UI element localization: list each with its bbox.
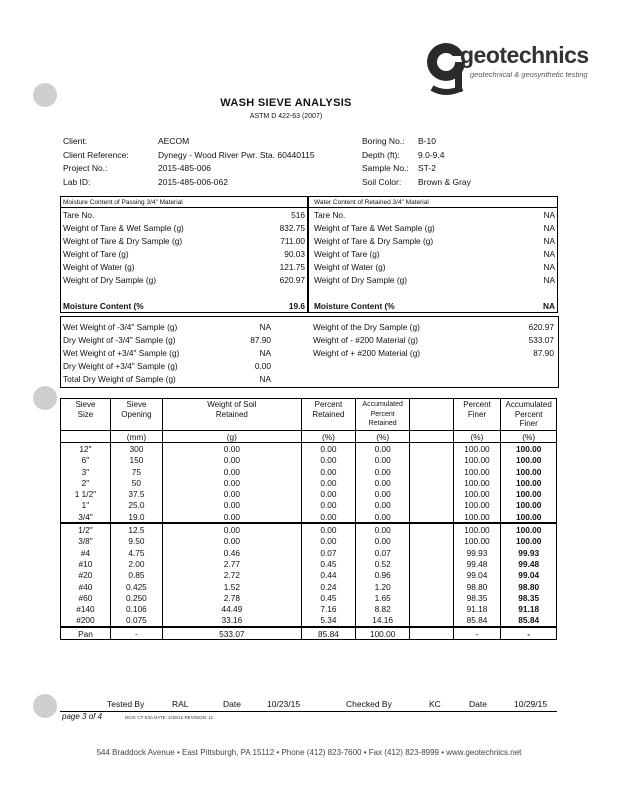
table-cell: 0.00	[162, 511, 301, 523]
table-cell: 2.00	[110, 558, 162, 569]
company-logo	[422, 38, 589, 96]
info-value: 9.0-9.4	[418, 149, 445, 160]
table-cell: 0.00	[162, 536, 301, 547]
standard-reference: ASTM D 422-63 (2007)	[249, 113, 323, 120]
table-cell: 0.00	[301, 477, 355, 488]
table-cell: 100.00	[501, 466, 557, 477]
info-label: Lab ID:	[63, 176, 91, 187]
table-cell: 91.18	[501, 603, 557, 614]
table-cell: 9.50	[110, 536, 162, 547]
table-row	[61, 615, 557, 627]
checked-date-value: 10/29/15	[514, 699, 548, 709]
table-cell: 1.52	[162, 581, 301, 592]
table-row: Weight of the Dry Sample (g) 620.97	[313, 321, 554, 332]
table-cell: 99.48	[501, 558, 557, 569]
info-value: B-10	[418, 136, 436, 146]
checked-date-label: Date	[469, 699, 487, 709]
table-cell: 0.106	[110, 603, 162, 614]
table-cell	[410, 547, 453, 558]
table-cell: 0.00	[301, 523, 355, 535]
table-cell: 100.00	[453, 523, 501, 535]
table-row	[61, 286, 308, 299]
table-cell: 0.00	[162, 443, 301, 455]
table-cell: 0.00	[162, 466, 301, 477]
table-row	[61, 581, 557, 592]
info-label: Boring No.:	[362, 136, 405, 146]
col-header-retained: Weight of Soil Retained	[162, 399, 301, 431]
table-cell: 100.00	[453, 477, 501, 488]
table-cell: 0.00	[301, 455, 355, 466]
table-cell: 100.00	[501, 443, 557, 455]
table-row	[61, 443, 557, 455]
table-cell: -	[110, 627, 162, 640]
table-cell: #4	[61, 547, 111, 558]
info-value: Dynegy - Wood River Pwr. Sta. 60440115	[158, 149, 315, 160]
info-value: ST-2	[418, 163, 436, 173]
weights-right-table	[311, 320, 556, 359]
table-header-row	[61, 399, 557, 431]
table-row: Tare No. 516	[63, 209, 305, 220]
table-cell: 0.00	[162, 500, 301, 511]
table-cell: 0.00	[301, 466, 355, 477]
sieve-group-pan	[61, 627, 557, 640]
info-label: Depth (ft):	[362, 149, 400, 160]
table-cell: 1 1/2"	[61, 488, 111, 499]
table-cell: 0.45	[301, 592, 355, 603]
table-cell: 100.00	[453, 511, 501, 523]
table-cell: 0.00	[356, 523, 410, 535]
table-row	[61, 488, 557, 499]
checked-by-value: KC	[429, 699, 441, 709]
table-cell: 33.16	[162, 615, 301, 627]
tested-by-value: RAL	[172, 699, 189, 709]
table-cell	[410, 558, 453, 569]
table-cell: 0.96	[356, 570, 410, 581]
table-row: Weight of Tare & Dry Sample (g) NA	[314, 235, 555, 246]
table-row: Weight of - #200 Material (g) 533.07	[313, 334, 554, 345]
table-cell: 99.48	[453, 558, 501, 569]
table-cell: 7.16	[301, 603, 355, 614]
table-cell: 0.075	[110, 615, 162, 627]
table-cell: #10	[61, 558, 111, 569]
page-number: page 3 of 4	[62, 712, 103, 721]
table-cell: 0.00	[356, 511, 410, 523]
table-cell: 100.00	[453, 500, 501, 511]
sieve-group-coarse	[61, 443, 557, 524]
table-row	[61, 603, 557, 614]
table-cell: 0.52	[356, 558, 410, 569]
info-value: Brown & Gray	[418, 176, 471, 187]
table-cell: 100.00	[356, 627, 410, 640]
table-row: Weight of Tare & Wet Sample (g) NA	[314, 222, 555, 233]
table-cell: #60	[61, 592, 111, 603]
table-cell: 98.35	[501, 592, 557, 603]
table-cell: 99.93	[453, 547, 501, 558]
table-cell: 3"	[61, 466, 111, 477]
moisture-passing-table	[60, 196, 308, 313]
tested-by-label: Tested By	[107, 699, 145, 709]
col-header-pct-retained: Percent Retained	[301, 399, 355, 431]
table-row: Weight of Tare (g) NA	[314, 248, 555, 259]
table-cell: Pan	[61, 627, 111, 640]
table-cell: 100.00	[501, 500, 557, 511]
table-cell: 0.00	[162, 523, 301, 535]
table-row: Dry Weight of -3/4" Sample (g) 87.90	[63, 334, 271, 345]
table-row: Wet Weight of +3/4" Sample (g) NA	[63, 347, 271, 358]
company-address: 544 Braddock Avenue • East Pittsburgh, PA 15112 • Phone (412) 823-7600 • Fax (412) 823-8999 • www.geotechnics.net	[96, 748, 522, 757]
table-cell: 100.00	[501, 455, 557, 466]
table-row: Moisture Content (% 19.6	[63, 300, 305, 311]
table-cell	[410, 443, 453, 455]
table-cell: 0.00	[356, 536, 410, 547]
checked-by-label: Checked By	[346, 699, 392, 709]
table-cell: 0.250	[110, 592, 162, 603]
table-cell	[410, 581, 453, 592]
table-cell: 0.00	[356, 500, 410, 511]
table-cell: 19.0	[110, 511, 162, 523]
table-cell: 98.35	[453, 592, 501, 603]
punch-hole	[33, 386, 57, 410]
table-row	[61, 511, 557, 523]
logo-wordmark: geotechnics	[460, 42, 589, 68]
info-value: AECOM	[158, 136, 190, 146]
punch-hole	[33, 694, 57, 718]
table-cell: 0.46	[162, 547, 301, 558]
table-cell: 100.00	[453, 455, 501, 466]
table-cell: -	[501, 627, 557, 640]
table-cell: 1"	[61, 500, 111, 511]
moisture-retained-table	[308, 196, 558, 313]
table-cell: 91.18	[453, 603, 501, 614]
table-row	[61, 455, 557, 466]
table-row	[61, 477, 557, 488]
sieve-table	[60, 398, 557, 640]
table-row	[61, 558, 557, 569]
table-cell	[410, 511, 453, 523]
table-row	[61, 592, 557, 603]
table-cell: 0.24	[301, 581, 355, 592]
document-reference: DCN: CT-S3A DATE: 2/16/12 REVISION: 11	[125, 715, 214, 720]
table-cell	[410, 536, 453, 547]
table-row: Weight of Dry Sample (g) 620.97	[63, 274, 305, 285]
info-label: Sample No.:	[362, 163, 409, 173]
table-cell: 100.00	[453, 488, 501, 499]
table-cell: 1.65	[356, 592, 410, 603]
table-cell: 0.425	[110, 581, 162, 592]
col-header-acc-retained: Accumulated Percent Retained	[356, 399, 410, 431]
table-cell: 2.72	[162, 570, 301, 581]
table-cell: 3/8"	[61, 536, 111, 547]
logo-tagline: geotechnical & geosynthetic testing	[470, 70, 588, 79]
info-values-left	[158, 135, 315, 189]
units-row: (mm) (g) (%) (%) (%) (%)	[61, 431, 557, 443]
table-cell: #140	[61, 603, 111, 614]
table-cell: 100.00	[501, 511, 557, 523]
table-cell: 150	[110, 455, 162, 466]
table-cell	[410, 466, 453, 477]
table-cell: #40	[61, 581, 111, 592]
table-cell: 100.00	[453, 536, 501, 547]
table-cell: 37.5	[110, 488, 162, 499]
weights-left-table	[61, 320, 301, 385]
table-cell	[410, 477, 453, 488]
table-cell: 0.00	[301, 500, 355, 511]
table-row: Weight of Tare & Wet Sample (g) 832.75	[63, 222, 305, 233]
table-cell: 0.00	[356, 488, 410, 499]
table-row: Dry Weight of +3/4" Sample (g) 0.00	[63, 360, 271, 371]
info-value: 2015-485-006-062	[158, 176, 228, 187]
table-row	[61, 627, 557, 640]
table-cell: 6"	[61, 455, 111, 466]
table-row	[61, 547, 557, 558]
table-cell: 99.04	[501, 570, 557, 581]
table-cell: 98.80	[501, 581, 557, 592]
table-cell: 99.04	[453, 570, 501, 581]
table-row	[61, 500, 557, 511]
table-cell	[410, 570, 453, 581]
col-header-pct-finer: Percent Finer	[453, 399, 501, 431]
table-cell: 1/2"	[61, 523, 111, 535]
table-cell: 75	[110, 466, 162, 477]
table-cell: 50	[110, 477, 162, 488]
table-row	[61, 523, 557, 535]
table-cell: 98.80	[453, 581, 501, 592]
tested-date-label: Date	[223, 699, 241, 709]
table-cell: 0.00	[162, 455, 301, 466]
table-cell: 0.00	[301, 536, 355, 547]
sieve-group-fine	[61, 523, 557, 627]
table-cell: 100.00	[501, 523, 557, 535]
table-cell	[410, 615, 453, 627]
table-row	[309, 286, 558, 299]
col-header-opening: Sieve Opening	[110, 399, 162, 431]
table-cell: 2.78	[162, 592, 301, 603]
table-row: Total Dry Weight of Sample (g) NA	[63, 373, 271, 384]
table-cell	[410, 523, 453, 535]
table-cell: 0.07	[356, 547, 410, 558]
info-labels-left	[63, 135, 129, 189]
table-row: Weight of Tare (g) 90.03	[63, 248, 305, 259]
info-label: Client:	[63, 136, 88, 146]
page-title: WASH SIEVE ANALYSIS	[220, 97, 352, 109]
table-row: Weight of + #200 Material (g) 87.90	[313, 347, 554, 358]
table-cell: 2.77	[162, 558, 301, 569]
col-header-acc-finer: Accumulated Percent Finer	[501, 399, 557, 431]
table-cell: 4.75	[110, 547, 162, 558]
table-cell	[410, 592, 453, 603]
table-row: Weight of Tare & Dry Sample (g) 711.00	[63, 235, 305, 246]
table-row	[61, 466, 557, 477]
table-cell: 8.82	[356, 603, 410, 614]
table-cell: 3/4"	[61, 511, 111, 523]
info-values-right	[418, 135, 471, 189]
col-header-size: Sieve Size	[61, 399, 111, 431]
table-cell: 0.00	[162, 477, 301, 488]
table-cell: #200	[61, 615, 111, 627]
info-label: Client Reference:	[63, 149, 129, 160]
info-value: 2015-485-006	[158, 163, 211, 173]
table-cell	[410, 627, 453, 640]
table-row	[61, 570, 557, 581]
table-cell: 533.07	[162, 627, 301, 640]
info-label: Project No.:	[63, 163, 108, 173]
table-cell: 0.07	[301, 547, 355, 558]
table-cell: 85.84	[301, 627, 355, 640]
table-cell	[410, 500, 453, 511]
table-cell: 0.00	[356, 477, 410, 488]
table-cell: -	[453, 627, 501, 640]
table-cell	[410, 488, 453, 499]
table-cell: 0.00	[356, 466, 410, 477]
table-row: Weight of Water (g) 121.75	[63, 261, 305, 272]
table-cell: 2"	[61, 477, 111, 488]
table-row: Wet Weight of -3/4" Sample (g) NA	[63, 321, 271, 332]
table-row: Moisture Content (% NA	[314, 300, 555, 311]
table-cell	[410, 455, 453, 466]
table-row: Weight of Dry Sample (g) NA	[314, 274, 555, 285]
table-cell: 44.49	[162, 603, 301, 614]
table-cell: 5.34	[301, 615, 355, 627]
table-cell: 14.16	[356, 615, 410, 627]
table-cell	[410, 603, 453, 614]
table-cell: 0.85	[110, 570, 162, 581]
table-cell: 0.00	[301, 511, 355, 523]
info-labels-right	[362, 135, 409, 189]
footer-rule	[60, 711, 557, 712]
table-cell: 0.00	[356, 443, 410, 455]
table-cell: 0.45	[301, 558, 355, 569]
table-cell: 25.0	[110, 500, 162, 511]
table-cell: 99.93	[501, 547, 557, 558]
table-cell: 100.00	[453, 466, 501, 477]
table-cell: 0.00	[356, 455, 410, 466]
table-row	[61, 536, 557, 547]
table-cell: 100.00	[501, 536, 557, 547]
table-cell: #20	[61, 570, 111, 581]
table-cell: 100.00	[501, 488, 557, 499]
table-cell: 0.00	[301, 443, 355, 455]
table-cell: 85.84	[501, 615, 557, 627]
col-header-blank	[410, 399, 453, 431]
table-cell: 300	[110, 443, 162, 455]
table-row: Weight of Water (g) NA	[314, 261, 555, 272]
table-row: Tare No. NA	[314, 209, 555, 220]
tested-date-value: 10/23/15	[267, 699, 301, 709]
table-header: Water Content of Retained 3/4" Material	[309, 197, 558, 208]
weights-box	[60, 316, 559, 388]
table-cell: 0.44	[301, 570, 355, 581]
table-cell: 100.00	[453, 443, 501, 455]
info-label: Soil Color:	[362, 176, 402, 187]
table-cell: 85.84	[453, 615, 501, 627]
table-cell: 12"	[61, 443, 111, 455]
table-cell: 100.00	[501, 477, 557, 488]
table-cell: 0.00	[301, 488, 355, 499]
table-cell: 0.00	[162, 488, 301, 499]
table-header: Moisture Content of Passing 3/4" Material	[61, 197, 308, 208]
table-cell: 1.20	[356, 581, 410, 592]
table-cell: 12.5	[110, 523, 162, 535]
